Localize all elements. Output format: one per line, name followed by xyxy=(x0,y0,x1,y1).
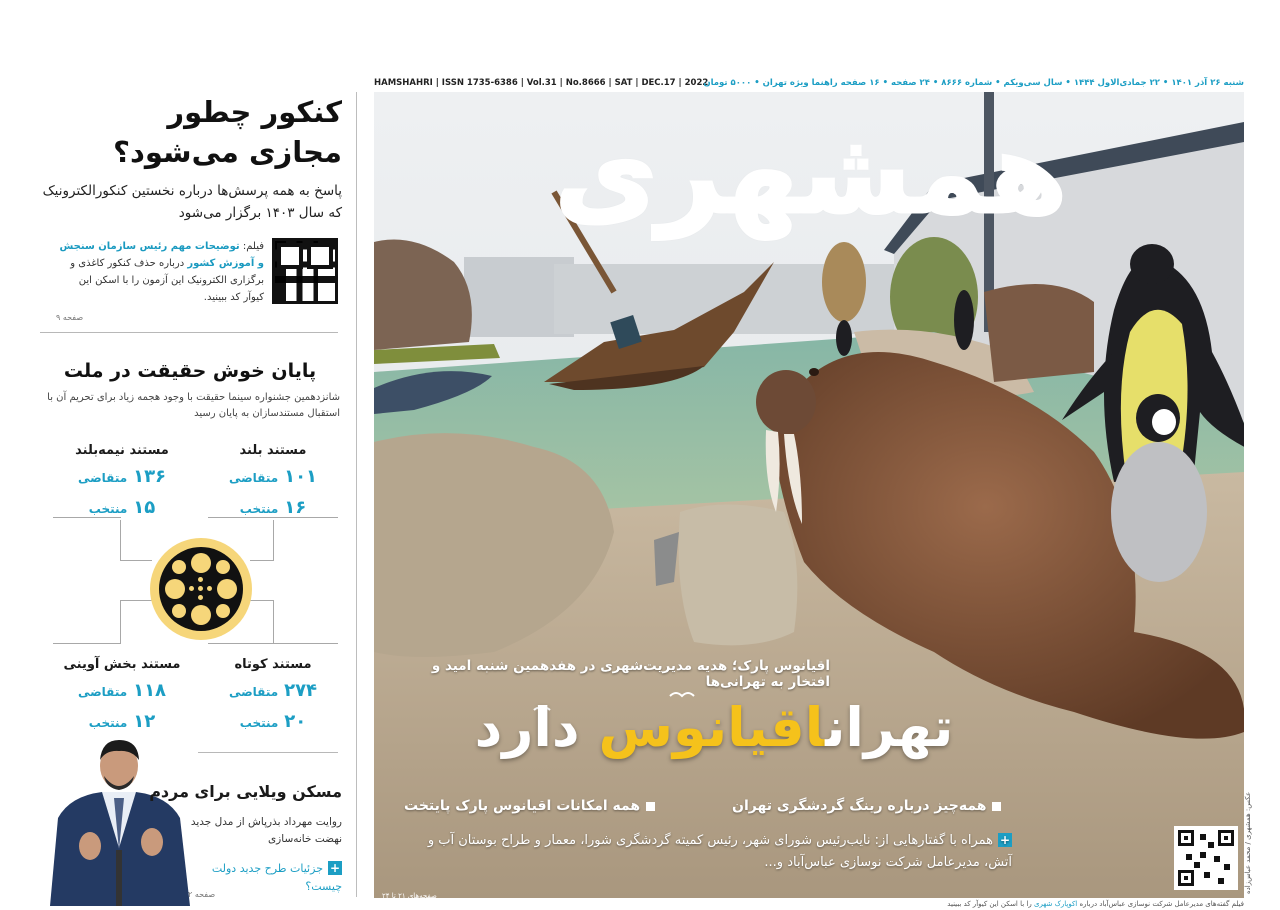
konkur-video-note: فیلم: توضیحات مهم رئیس سازمان سنجش و آموزش کشور درباره حذف کنکور کاغذی و برگزاری الکترونیک این آزمون را با اسکن این کیوآر کد ببینید. xyxy=(59,241,264,303)
headline-highlight: اقیانوس xyxy=(598,696,826,759)
qr-caption: فیلم گفته‌های مدیرعامل شرکت نوسازی عباس‌آباد درباره اکوپارک شهری را با اسکن این کیوآر کد ببینید xyxy=(947,900,1244,908)
bullet-square-icon xyxy=(992,802,1001,811)
category-feature-doc: مستند بلند ۱۰۱ متقاضی ۱۶ منتخب xyxy=(228,443,318,518)
category-avini-doc: مستند بخش آوینی ۱۱۸ متقاضی ۱۲ منتخب xyxy=(63,657,181,732)
page-ref-2: صفحه ۲ xyxy=(188,890,216,899)
photo-credit: عکس: همشهری / محمد عباس‌زاده xyxy=(1244,791,1252,894)
konkur-lead: پاسخ به همه پرسش‌ها درباره نخستین کنکورالکترونیک که سال ۱۴۰۳ برگزار می‌شود xyxy=(42,183,342,221)
qr-code-konkur[interactable] xyxy=(272,238,338,304)
bullet-tourism-ring: همه‌چیز درباره رینگ گردشگری تهران xyxy=(732,798,1001,814)
documentary-headline: پایان خوش حقیقت در ملت xyxy=(63,360,317,382)
plus-icon: + xyxy=(329,861,341,875)
pages-ref: صفحه‌های ۲۱ تا ۲۴ xyxy=(382,892,437,898)
category-short-doc: مستند کوتاه ۲۷۴ متقاضی ۲۰ منتخب xyxy=(228,657,318,732)
bullet-ocean-park: همه امکانات اقیانوس پارک پایتخت xyxy=(404,798,655,814)
divider xyxy=(40,332,338,333)
documentary-lead: شانزدهمین جشنواره سینما حقیقت با وجود هجمه زیاد برای تحریم آن با استقبال مستندسازان به پایان رسید xyxy=(47,392,340,419)
film-reel-icon xyxy=(150,538,252,640)
plus-icon: + xyxy=(999,833,1011,847)
konkur-headline: کنکور چطور مجازی می‌شود؟ xyxy=(113,95,342,169)
headline-kicker: اقیانوس پارک؛ هدیه مدیریت‌شهری در هفدهمین شنبه امید و افتخار به تهرانی‌ها xyxy=(431,658,830,690)
category-medium-doc: مستند نیمه‌بلند ۱۳۶ متقاضی ۱۵ منتخب xyxy=(75,443,169,518)
cover-photo xyxy=(374,92,1244,898)
konkur-note-highlight[interactable]: توضیحات مهم رئیس سازمان سنجش و آموزش کشور xyxy=(59,241,264,269)
price-label: ۵۰۰۰ تومان xyxy=(703,78,752,88)
folio-latin: HAMSHAHRI | ISSN 1735-6386 | Vol.31 | No.8666 | SAT | DEC.17 | 2022 xyxy=(374,78,709,88)
caption-link[interactable]: اکوپارک شهری xyxy=(1033,900,1078,908)
column-rule xyxy=(356,92,357,897)
bullet-square-icon xyxy=(646,802,655,811)
contributors-text: +همراه با گفتارهایی از: نایب‌رئیس شورای شهر، رئیس کمیته گردشگری شورا، معمار و طراح بوستان آب و آتش، مدیرعامل شرکت نوسازی عباس‌آباد و... xyxy=(427,833,1012,870)
main-headline: تهراناقیانوس دارد xyxy=(474,696,954,759)
folio-line xyxy=(374,75,1244,91)
housing-link[interactable]: +جزئیات طرح جدید دولت چیست؟ xyxy=(211,861,342,893)
masthead-logo: همشهری xyxy=(554,109,1068,239)
page-ref-9: صفحه ۹ xyxy=(56,313,84,322)
folio-persian: شنبه ۲۶ آذر ۱۴۰۱ • ۲۲ جمادی‌الاول ۱۴۴۴ • سال سی‌ویکم • شماره ۸۶۶۶ • ۲۴ صفحه • ۱۶ صفحه راهنما ویژه تهران • ۵۰۰۰ تومان xyxy=(703,78,1244,88)
minister-photo xyxy=(40,738,198,906)
housing-headline: مسکن ویلایی برای مردم xyxy=(149,782,342,801)
housing-lead: روایت مهرداد بذرپاش از مدل جدید نهضت خانه‌سازی xyxy=(190,816,342,845)
